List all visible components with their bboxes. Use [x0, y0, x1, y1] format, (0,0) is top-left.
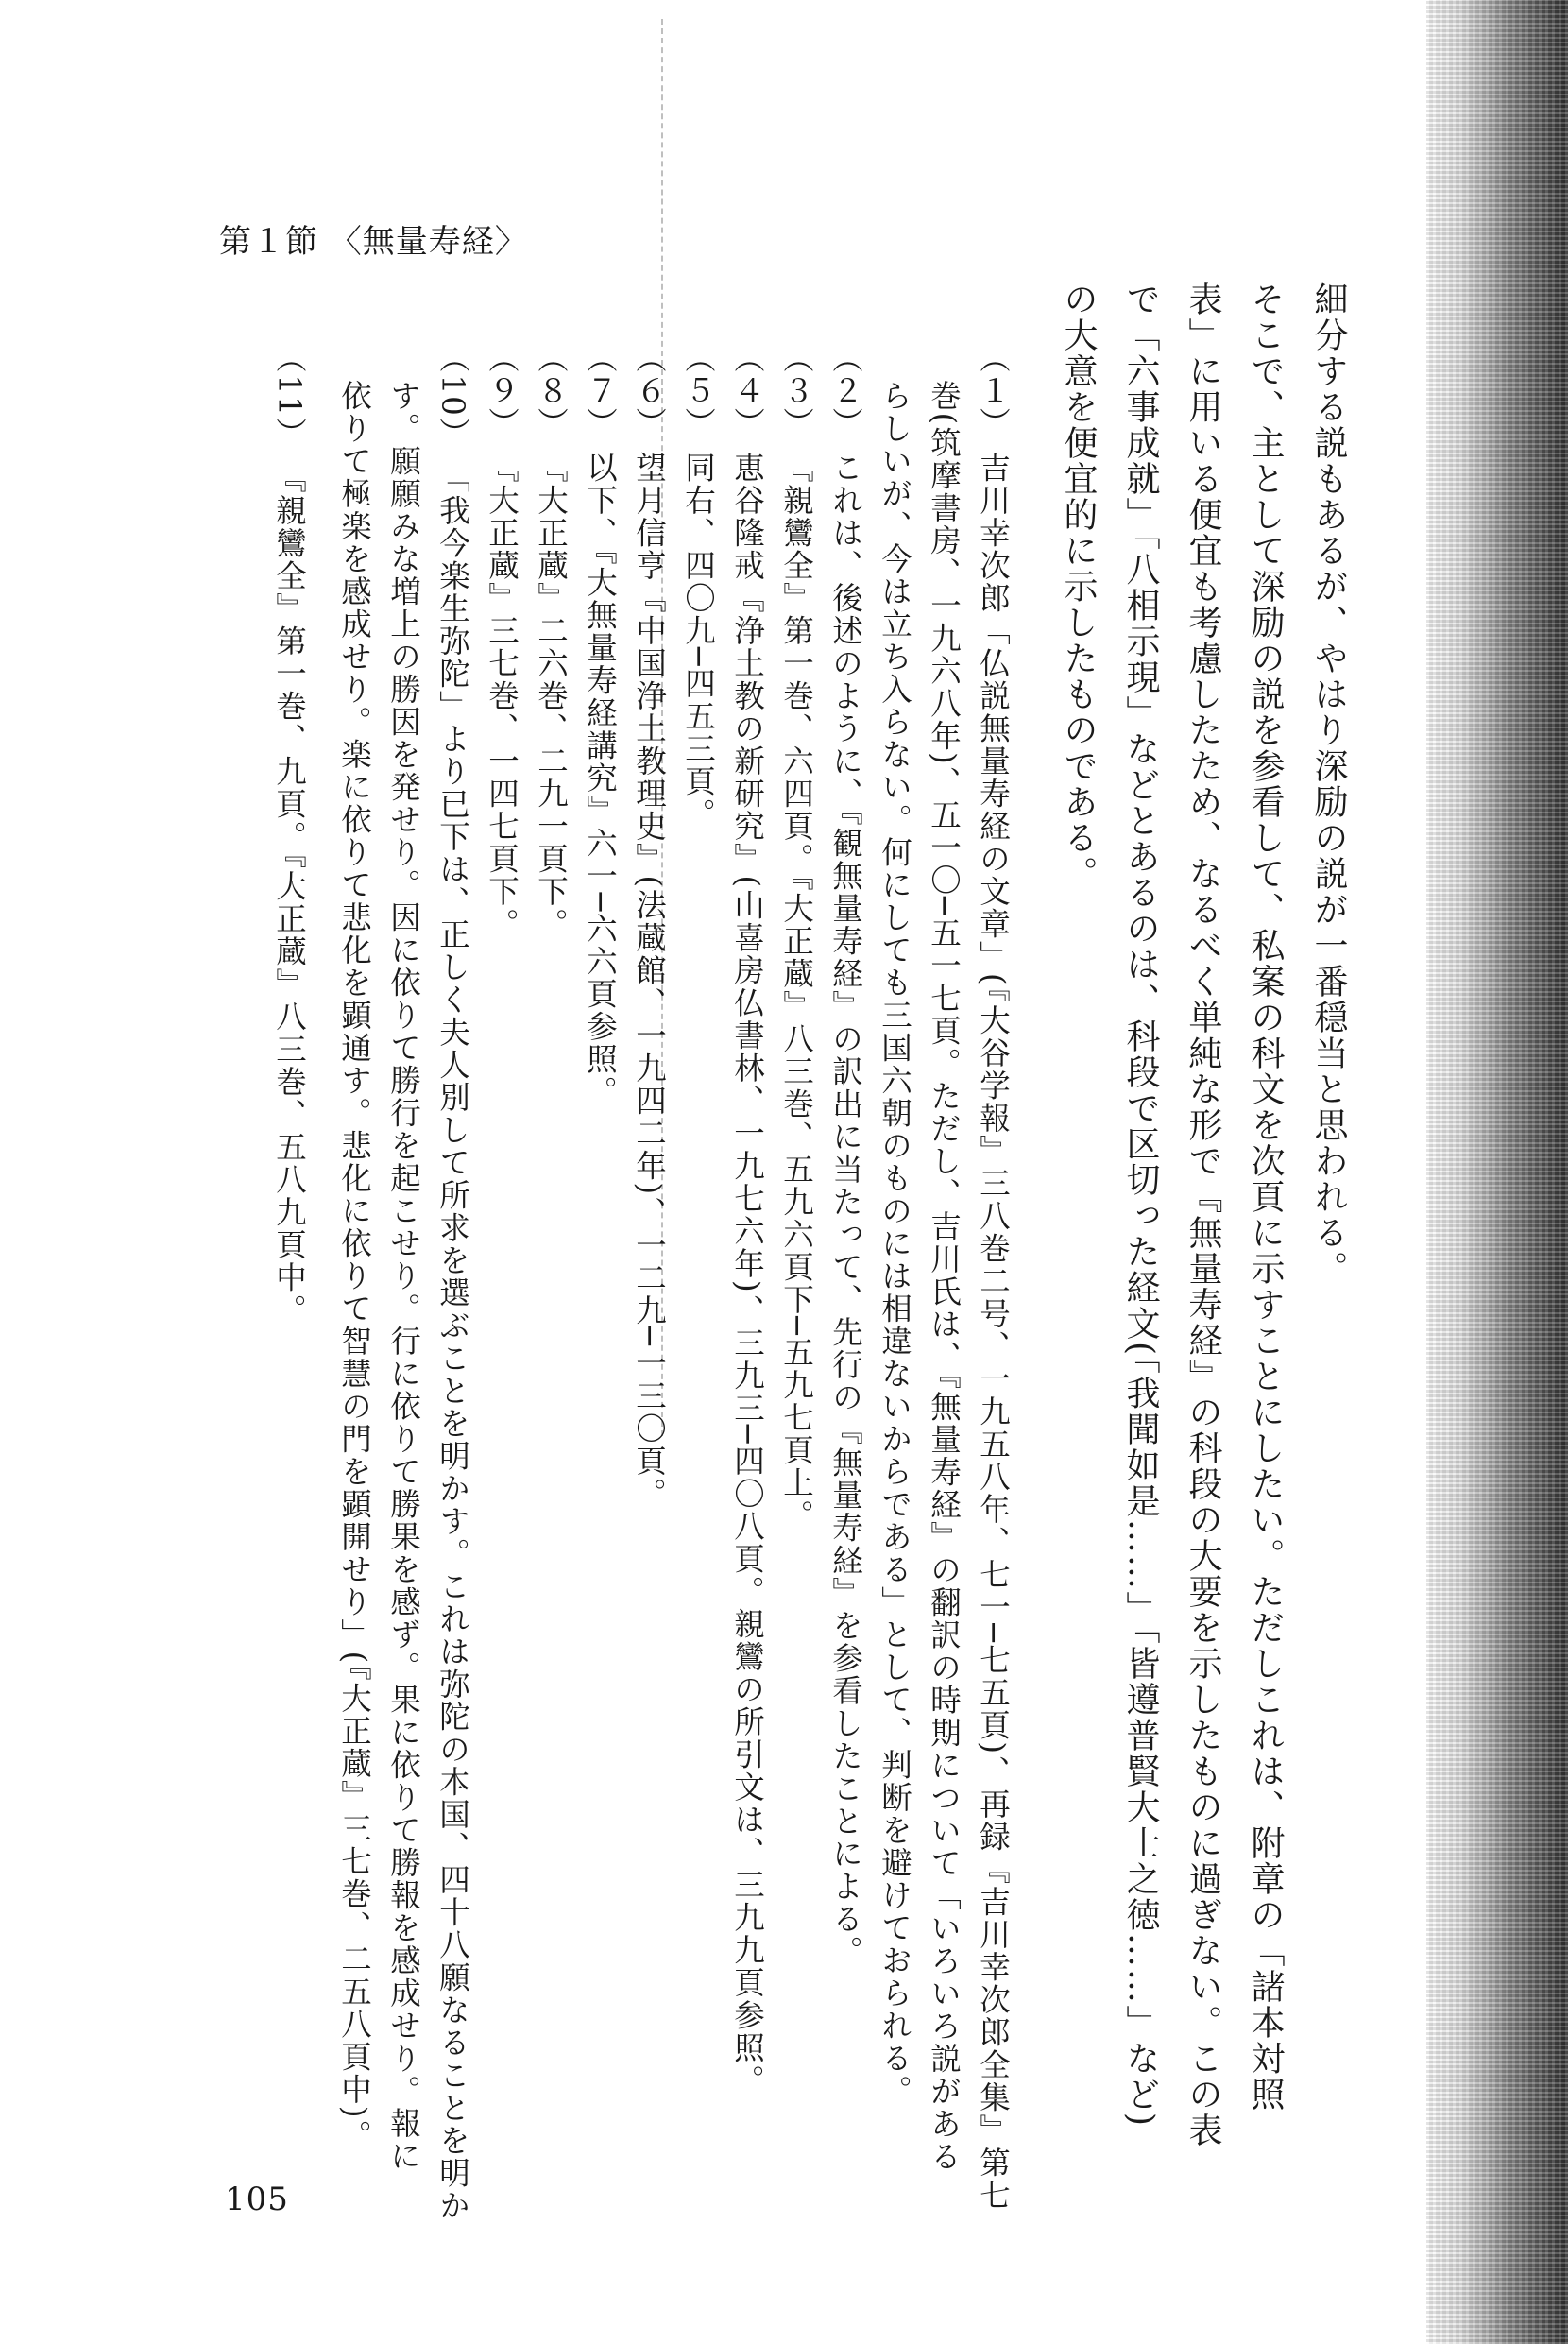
note-line: （６） 望月信亨『中国浄土教理史』(法蔵館、一九四二年)、一二九─一三〇頁。 [631, 342, 668, 1511]
body-line: の大意を便宜的に示したものである。 [1059, 282, 1098, 892]
note-line: （５） 同右、四〇九─四五三頁。 [680, 342, 717, 830]
note-line: 巻(筑摩書房、一九六八年)、五一〇─五一七頁。ただし、吉川氏は、『無量寿経』の翻訳の時期について「いろいろ説がある [926, 380, 963, 2173]
body-line: 表」に用いる便宜も考慮したため、なるべく単純な形で『無量寿経』の科段の大要を示したものに過ぎない。この表 [1184, 282, 1222, 2148]
note-line: （11） 『親鸞全』第一巻、九頁。『大正蔵』八三巻、五八九頁中。 [271, 342, 308, 1326]
page-number: 105 [225, 2181, 289, 2218]
note-line: （８） 『大正蔵』二六巻、二九一頁下。 [533, 342, 570, 941]
body-line: で「六事成就」「八相示現」などとあるのは、科段で区切った経文(「我聞如是……」「皆遵普賢大士之徳……」など) [1121, 282, 1160, 2129]
note-line: （３） 『親鸞全』第一巻、六四頁。『大正蔵』八三巻、五九六頁下─五九七頁上。 [778, 342, 815, 1532]
note-line: らしいが、今は立ち入らない。何にしても三国六朝のものには相違ないからである」として、判断を避けておられる。 [877, 380, 913, 2108]
body-line: そこで、主として深励の説を参看して、私案の科文を次頁に示すことにしたい。ただしこれは、附章の「諸本対照 [1246, 282, 1285, 2113]
note-line: す。願願みな増上の勝因を発せり。因に依りて勝行を起こせり。行に依りて勝果を感ず。果に依りて勝報を感成せり。報に [385, 380, 422, 2173]
body-line: 細分する説もあるが、やはり深励の説が一番穏当と思われる。 [1309, 282, 1348, 1287]
note-line: （７） 以下、『大無量寿経講究』六一─六六頁参照。 [582, 342, 619, 1109]
note-line: （10） 「我今楽生弥陀」より已下は、正しく夫人別して所求を選ぶことを明かす。これは弥陀の本国、四十八願なることを明か [435, 342, 471, 2222]
note-line: （２） これは、後述のように、『観無量寿経』の訳出に当たって、先行の『無量寿経』を参看したことによる。 [827, 342, 864, 1969]
note-line: （１） 吉川幸次郎「仏説無量寿経の文章」(『大谷学報』三八巻二号、一九五八年、七一─七五頁)、再録『吉川幸次郎全集』第七 [975, 342, 1012, 2213]
note-line: （９） 『大正蔵』三七巻、一四七頁下。 [484, 342, 520, 941]
running-head: 第１節 〈無量寿経〉 [219, 223, 528, 261]
note-line: （４） 恵谷隆戒『浄土教の新研究』(山喜房仏書林、一九七六年)、三九三─四〇八頁。親鸞の所引文は、三九九頁参照。 [729, 342, 766, 2097]
scan-edge-noise [1426, 0, 1568, 2344]
note-line: 依りて極楽を感成せり。楽に依りて悲化を顕通す。悲化に依りて智慧の門を顕開せり」(『大正蔵』三七巻、二五八頁中)。 [336, 380, 373, 2153]
